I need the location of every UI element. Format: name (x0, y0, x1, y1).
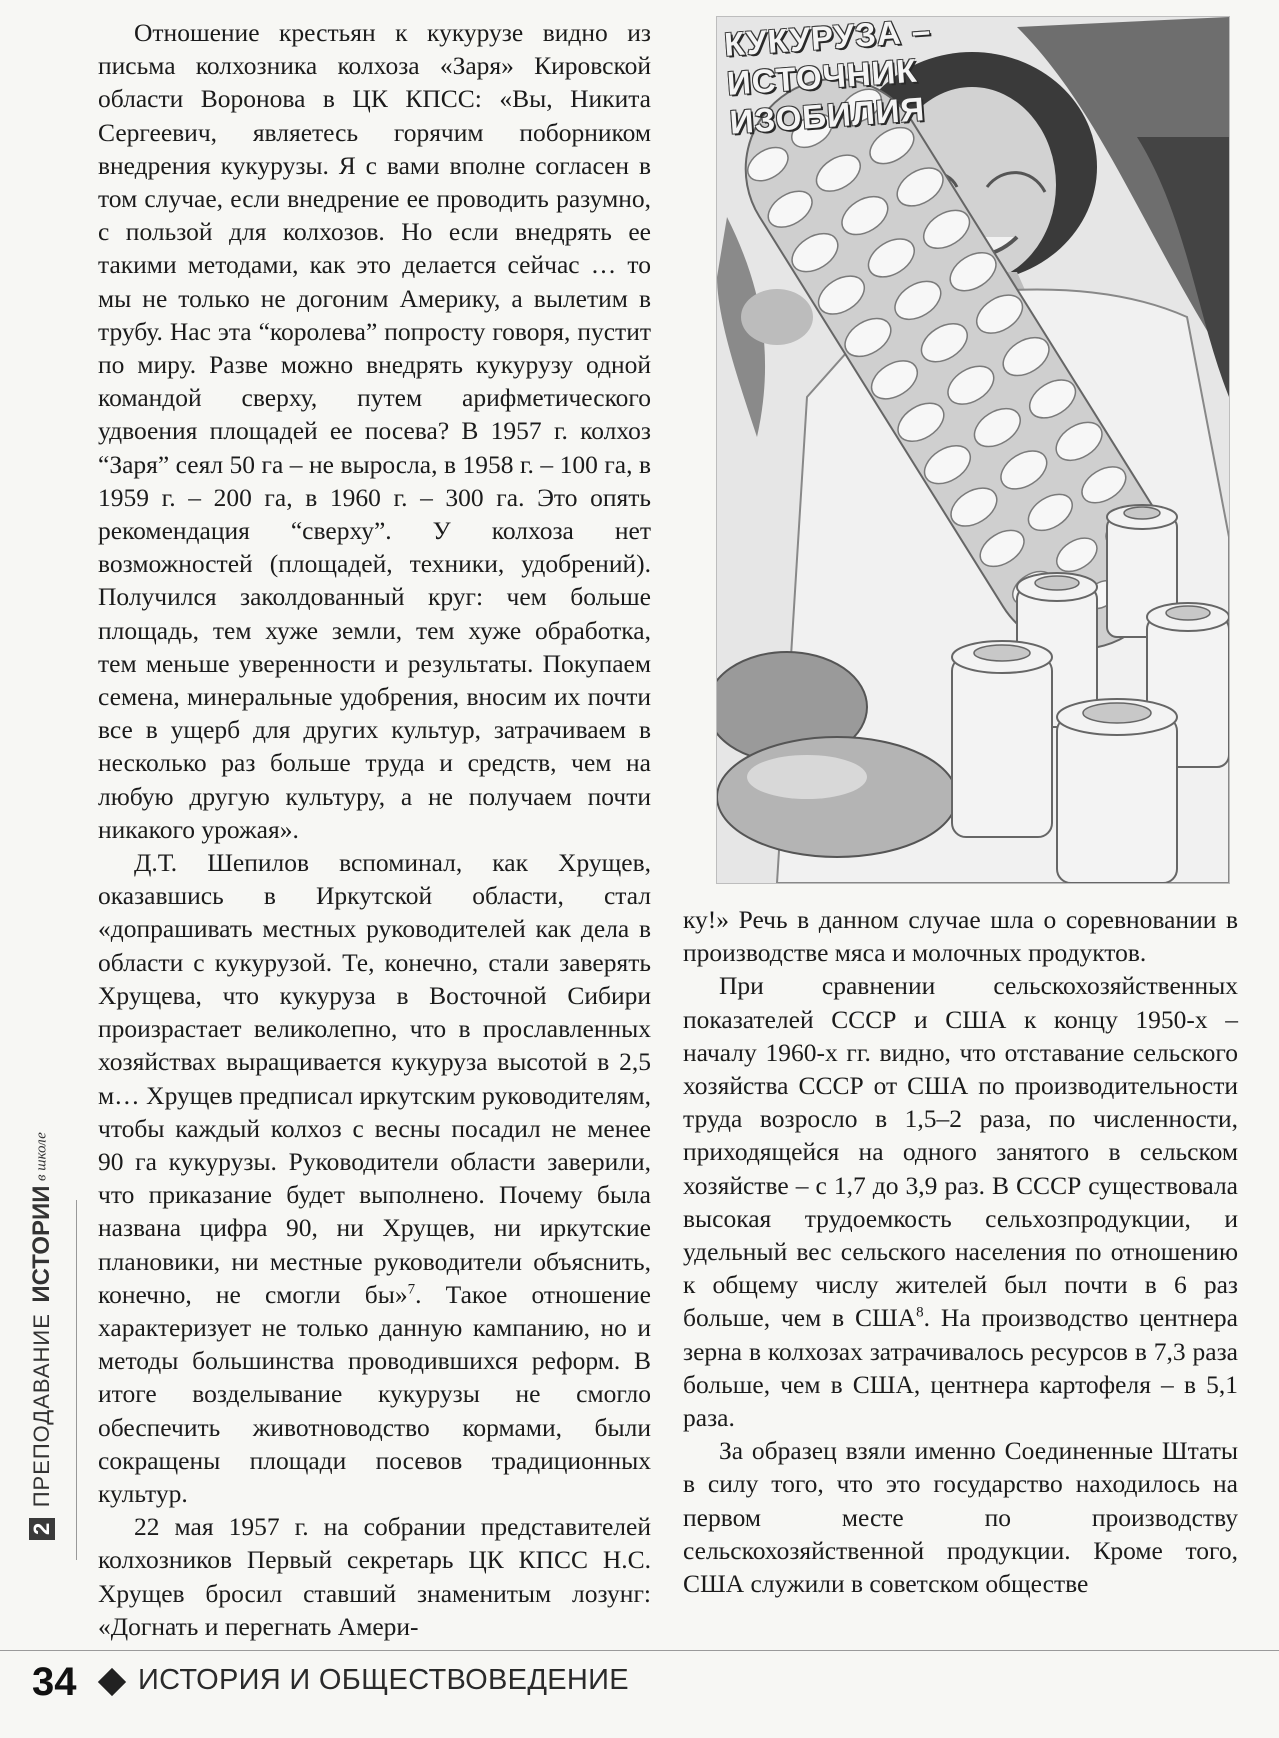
paragraph-shepilov-head: Д.Т. Шепилов вспоминал, как Хрущев, оказавшись в Иркутской области, стал «допрашивать местных руководителей как дела в области с кукурузой. Те, конечно, стали заверять Хрущева, что кукуруза в Восточной Сибири произрастает великолепно, что в прославленных хозяйствах выращивается кукуруза высотой в 2,5 м… Хрущев предписал иркутским руководителям, чтобы каждый колхоз с весны посадил не менее 90 га кукурузы. Руководители области заверили, что приказание будет выполнено. Почему была названа цифра 90, ни Хрущев, ни иркутские плановики, ни местные руководители объяснить, конечно, не смогли бы» (98, 848, 651, 1309)
poster-slogan-line-2: ИСТОЧНИК (725, 51, 919, 102)
issue-number-badge: 2 (29, 1518, 55, 1540)
footnote-ref-8: 8 (916, 1304, 924, 1321)
paragraph-comparison-tail: . На производство центнера зерна в колхозах затрачивалось ресурсов в 7,3 раза больше, чем в США, центнера картофеля – в 5,1 раза. (683, 1303, 1238, 1433)
paragraph-comparison-head: При сравнении сельскохозяйственных показателей СССР и США к концу 1950-х – началу 1960-х гг. видно, что отставание сельского хозяйства СССР от США по производительности труда возросло в 1,5–2 раза, по численности, приходящейся на одного занятого в сельском хозяйстве – с 1,7 до 3,9 раз. В СССР существовала высокая трудоемкость сельхозпродукции, и удельный вес сельского населения по отношению к общему числу жителей был почти в 6 раз больше, чем в США (683, 971, 1238, 1333)
poster-slogan (723, 10, 951, 142)
paragraph-may-1957: 22 мая 1957 г. на собрании представителей колхозников Первый секретарь ЦК КПСС Н.С. Хрущев бросил ставший знаменитым лозунг: «Догнать и перегнать Амери- (98, 1512, 651, 1641)
poster-slogan-line-1: КУКУРУЗА – (723, 11, 933, 63)
paragraph-letter-quote: Отношение крестьян к кукурузе видно из письма колхозника колхоза «Заря» Кировской области Воронова в ЦК КПСС: «Вы, Никита Сергеевич, являетесь горячим поборником внедрения кукурузы. Я с вами вполне согласен в том случае, если внедрение ее проводить разумно, с пользой для колхозов. Но если внедрять ее такими методами, как это делается сейчас … то мы не только не догоним Америку, а вылетим в трубу. Нас эта “королева” попросту говоря, пустит по миру. Разве можно внедрять кукурузу одной командой сверху, путем арифметического удвоения площадей ее посева? В 1957 г. колхоз “Заря” сеял 50 га – не выросла, в 1958 г. – 100 га, в 1959 г. – 200 га, в 1960 г. – 300 га. Это опять рекомендация “сверху”. У колхоза нет возможностей (площадей, техники, удобрений). Получился заколдованный круг: чем больше площадь, тем хуже земли, тем хуже обработка, тем меньше уверенности и результаты. Покупаем семена, минеральные удобрения, вносим их почти все в ущерб для других культур, затрачиваем в несколько раз больше труда и средств, чем на любую другую культуру, а не получаем почти никакого урожая». (98, 18, 651, 844)
paragraph-shepilov (98, 846, 651, 1510)
paragraph-comparison (683, 969, 1238, 1434)
diamond-icon (98, 1668, 126, 1696)
journal-brand-vertical (28, 1132, 56, 1540)
journal-name-line2: ИСТОРИИ (28, 1185, 55, 1303)
poster-slogan-line-3: ИЗОБИЛИЯ (728, 90, 927, 141)
page-number: 34 (32, 1660, 77, 1704)
journal-name-line3: в школе (33, 1132, 50, 1181)
journal-name-line1: ПРЕПОДАВАНИЕ (29, 1313, 54, 1508)
left-text-column (98, 16, 651, 1643)
paragraph-usa-model: За образец взяли именно Соединенные Штаты в силу того, что это государство находилось на первом месте по производству сельскохозяйственной продукции. Кроме того, США служили в советском обществе (683, 1436, 1238, 1599)
section-title: ИСТОРИЯ И ОБЩЕСТВОВЕДЕНИЕ (138, 1664, 629, 1696)
paragraph-shepilov-tail: . Такое отношение характеризует не только данную кампанию, но и методы большинства проводившихся реформ. В итоге возделывание кукурузы не смогло обеспечить животноводство кормами, были сокращены площади посевов традиционных культур. (98, 1279, 651, 1508)
corn-poster-illustration (716, 11, 1230, 884)
poster-artwork (717, 17, 1229, 883)
paragraph-continuation: ку!» Речь в данном случае шла о соревновании в производстве мяса и молочных продуктов. (683, 905, 1238, 968)
right-text-column (683, 903, 1238, 1600)
side-divider (76, 1200, 77, 1560)
footnote-ref-7: 7 (407, 1281, 416, 1298)
footer-rule (0, 1650, 1279, 1651)
